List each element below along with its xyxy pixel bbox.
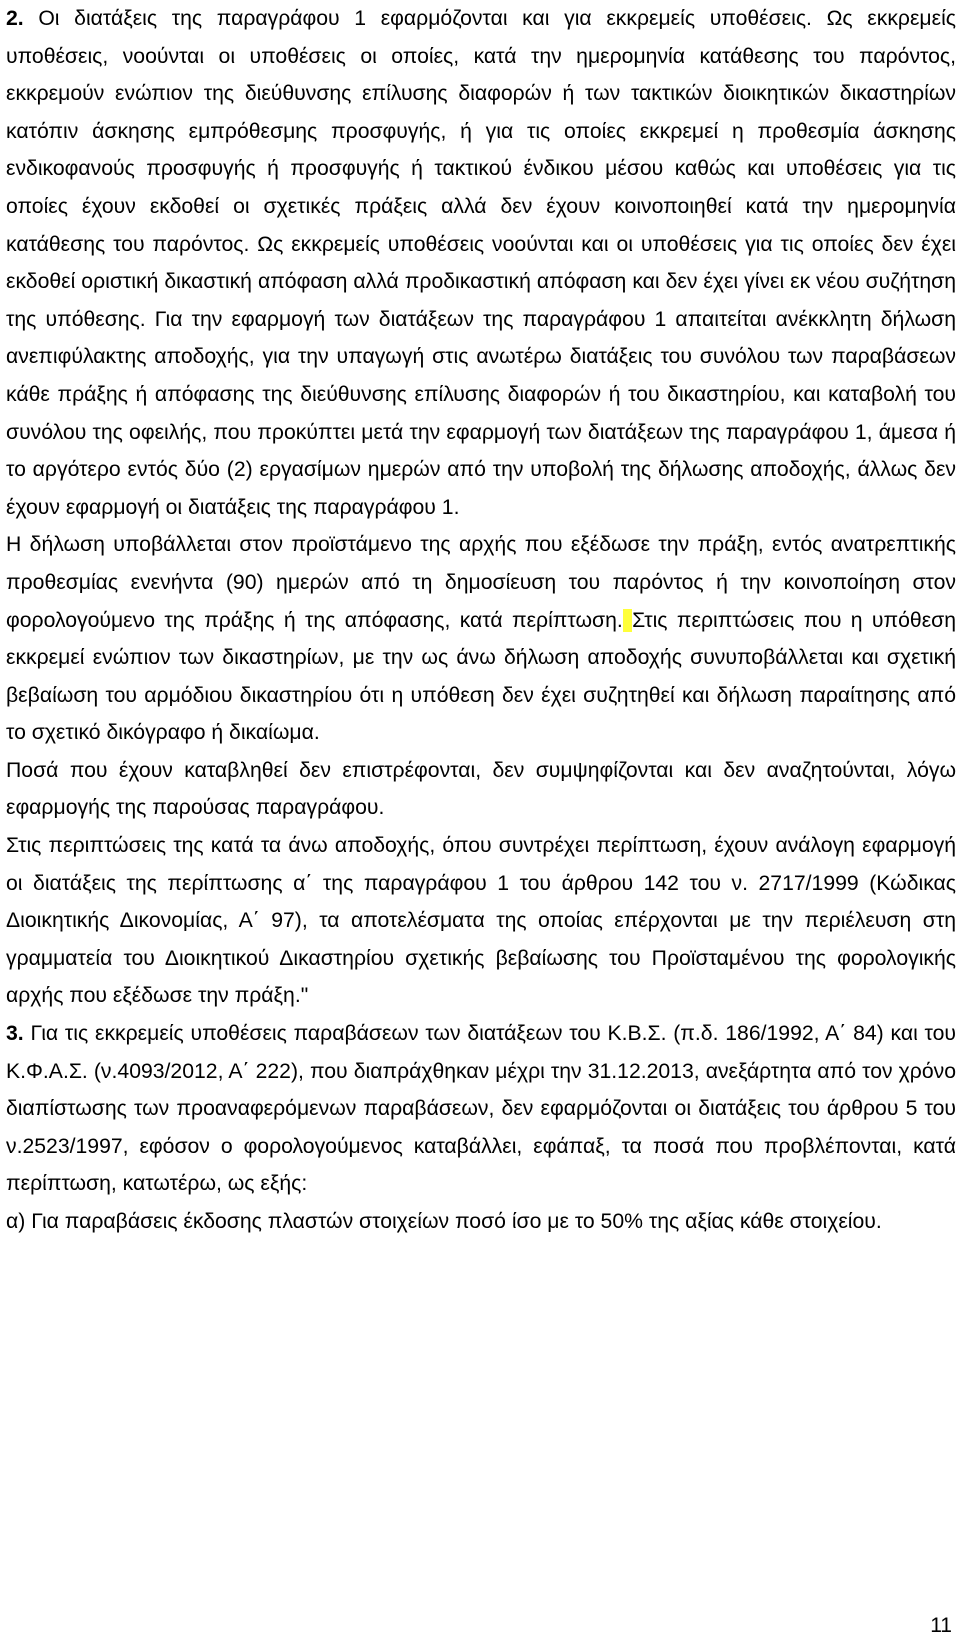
paragraph-3 [6,1015,956,1203]
paragraph-text: Για τις εκκρεμείς υποθέσεις παραβάσεων των διατάξεων του Κ.Β.Σ. (π.δ. 186/1992, Α΄ 84) και του Κ.Φ.Α.Σ. (ν.4093/2012, Α΄ 222), που διαπράχθηκαν μέχρι την 31.12.2013, ανεξάρτητα από τον χρόνο διαπίστωσης των προαναφερόμενων παραβάσεων, δεν εφαρμόζονται οι διατάξεις του άρθρου 5 του ν.2523/1997, εφόσον ο φορολογούμενος καταβάλλει, εφάπαξ, τα ποσά που προβλέπονται, κατά περίπτωση, κατωτέρω, ως εξής: [6,1022,956,1196]
paragraph-text: Ποσά που έχουν καταβληθεί δεν επιστρέφονται, δεν συμψηφίζονται και δεν αναζητούνται, λόγω εφαρμογής της παρούσας παραγράφου. [6,758,956,820]
paragraph-2 [6,0,956,526]
paragraph-text: Οι διατάξεις της παραγράφου 1 εφαρμόζονται και για εκκρεμείς υποθέσεις. Ως εκκρεμείς υποθέσεις, νοούνται οι υποθέσεις οι οποίες, κατά την ημερομηνία κατάθεσης του παρόντος, εκκρεμούν ενώπιον της διεύθυνσης επίλυσης διαφορών ή των τακτικών διοικητικών δικαστηρίων κατόπιν άσκησης εμπρόθεσμης προσφυγής, ή για τις οποίες εκκρεμεί η προθεσμία άσκησης ενδικοφανούς προσφυγής ή προσφυγής ή τακτικού ένδικου μέσου καθώς και υποθέσεις για τις οποίες έχουν εκδοθεί οι σχετικές πράξεις αλλά δεν έχουν κοινοποιηθεί κατά την ημερομηνία κατάθεσης του παρόντος. Ως εκκρεμείς υποθέσεις νοούνται και οι υποθέσεις για τις οποίες δεν έχει εκδοθεί οριστική δικαστική απόφαση αλλά προδικαστική απόφαση και δεν έχει γίνει εκ νέου συζήτηση της υπόθεσης. Για την εφαρμογή των διατάξεων της παραγράφου 1 απαιτείται ανέκκλητη δήλωση ανεπιφύλακτης αποδοχής, για την υπαγωγή στις ανωτέρω διατάξεις του συνόλου των παραβάσεων κάθε πράξης ή απόφασης της διεύθυνσης επίλυσης διαφορών ή του δικαστηρίου, και καταβολή του συνόλου της οφειλής, που προκύπτει μετά την εφαρμογή των διατάξεων της παραγράφου 1, άμεσα ή το αργότερο εντός δύο (2) εργασίμων ημερών από την υποβολή της δήλωσης αποδοχής, άλλως δεν έχουν εφαρμογή οι διατάξεις της παραγράφου 1. [6,7,956,519]
paragraph-acceptance [6,827,956,1015]
page-number: 11 [930,1614,952,1637]
paragraph-declaration [6,526,956,752]
paragraph-text: α) Για παραβάσεις έκδοσης πλαστών στοιχείων ποσό ίσο με το 50% της αξίας κάθε στοιχείου. [6,1210,882,1233]
highlight-mark [623,609,632,632]
paragraph-text: Στις περιπτώσεις της κατά τα άνω αποδοχής, όπου συντρέχει περίπτωση, έχουν ανάλογη εφαρμογή οι διατάξεις της περίπτωσης α΄ της παραγράφου 1 του άρθρου 142 του ν. 2717/1999 (Κώδικας Διοικητικής Δικονομίας, Α΄ 97), τα αποτελέσματα της οποίας επέρχονται με την περιέλευση στη γραμματεία του Διοικητικού Δικαστηρίου σχετικής βεβαίωσης του Προϊσταμένου της φορολογικής αρχής που εξέδωσε την πράξη." [6,834,956,1008]
paragraph-text-continued: Στις περιπτώσεις που η υπόθεση εκκρεμεί ενώπιον των δικαστηρίων, με την ως άνω δήλωση αποδοχής συνυποβάλλεται και σχετική βεβαίωση του αρμόδιου δικαστηρίου ότι η υπόθεση δεν έχει συζητηθεί και δήλωση παραίτησης από το σχετικό δικόγραφο ή δικαίωμα. [6,608,957,745]
document-page [6,0,956,1241]
paragraph-number: 3. [6,1022,24,1046]
paragraph-text: Η δήλωση υποβάλλεται στον προϊστάμενο της αρχής που εξέδωσε την πράξη, εντός ανατρεπτικής προθεσμίας ενενήντα (90) ημερών από τη δημοσίευση του παρόντος ή την κοινοποίηση στον φορολογούμενο της πράξης ή της απόφασης, κατά περίπτωση. [6,533,956,632]
paragraph-3a [6,1203,956,1241]
paragraph-number: 2. [6,7,24,30]
paragraph-amounts [6,752,956,827]
